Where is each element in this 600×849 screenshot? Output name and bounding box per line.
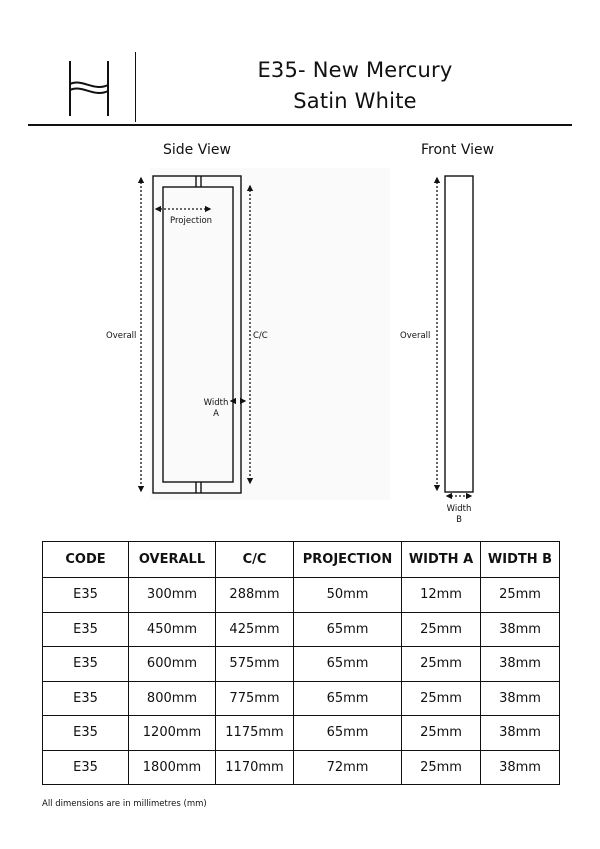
cell-width-a: 12mm bbox=[402, 578, 481, 613]
front-view-outline bbox=[445, 176, 473, 492]
cell-overall: 1200mm bbox=[129, 716, 216, 751]
header-projection: PROJECTION bbox=[294, 542, 402, 578]
cell-width-b: 38mm bbox=[481, 681, 560, 716]
cell-overall: 600mm bbox=[129, 647, 216, 682]
specification-table bbox=[42, 541, 560, 785]
header-width-b: WIDTH B bbox=[481, 542, 560, 578]
header-code: CODE bbox=[43, 542, 129, 578]
table-row bbox=[43, 750, 560, 785]
width-a-label-line2: A bbox=[213, 409, 219, 419]
cc-label: C/C bbox=[253, 331, 268, 341]
width-b-label-line2: B bbox=[456, 515, 462, 525]
front-overall-label: Overall bbox=[400, 331, 431, 341]
width-b-label-line1: Width bbox=[446, 504, 472, 514]
cell-width-b: 38mm bbox=[481, 716, 560, 751]
overall-label: Overall bbox=[106, 331, 137, 341]
cell-width-b: 38mm bbox=[481, 647, 560, 682]
cell-cc: 425mm bbox=[216, 612, 294, 647]
cell-cc: 1170mm bbox=[216, 750, 294, 785]
table-header-row bbox=[43, 542, 560, 578]
cell-cc: 575mm bbox=[216, 647, 294, 682]
table-row bbox=[43, 681, 560, 716]
cell-projection: 72mm bbox=[294, 750, 402, 785]
cell-width-b: 25mm bbox=[481, 578, 560, 613]
cell-code: E35 bbox=[43, 612, 129, 647]
cell-code: E35 bbox=[43, 750, 129, 785]
width-a-label-line1: Width bbox=[203, 398, 229, 408]
cell-width-a: 25mm bbox=[402, 612, 481, 647]
cell-cc: 1175mm bbox=[216, 716, 294, 751]
cell-width-b: 38mm bbox=[481, 750, 560, 785]
cell-overall: 450mm bbox=[129, 612, 216, 647]
cell-projection: 65mm bbox=[294, 681, 402, 716]
cell-overall: 300mm bbox=[129, 578, 216, 613]
cell-code: E35 bbox=[43, 681, 129, 716]
cell-overall: 800mm bbox=[129, 681, 216, 716]
table-row bbox=[43, 716, 560, 751]
cell-width-a: 25mm bbox=[402, 681, 481, 716]
cell-code: E35 bbox=[43, 578, 129, 613]
cell-code: E35 bbox=[43, 716, 129, 751]
cell-code: E35 bbox=[43, 647, 129, 682]
header-overall: OVERALL bbox=[129, 542, 216, 578]
cell-width-a: 25mm bbox=[402, 716, 481, 751]
cell-projection: 65mm bbox=[294, 612, 402, 647]
header-width-a: WIDTH A bbox=[402, 542, 481, 578]
cell-projection: 50mm bbox=[294, 578, 402, 613]
product-finish: Satin White bbox=[293, 89, 417, 113]
cell-overall: 1800mm bbox=[129, 750, 216, 785]
cell-width-a: 25mm bbox=[402, 750, 481, 785]
units-note: All dimensions are in millimetres (mm) bbox=[42, 799, 207, 809]
front-view-label: Front View bbox=[421, 142, 495, 158]
cell-cc: 775mm bbox=[216, 681, 294, 716]
cell-width-a: 25mm bbox=[402, 647, 481, 682]
header-cc: C/C bbox=[216, 542, 294, 578]
table-row bbox=[43, 578, 560, 613]
cell-projection: 65mm bbox=[294, 716, 402, 751]
cell-cc: 288mm bbox=[216, 578, 294, 613]
product-title: E35- New Mercury bbox=[257, 58, 453, 82]
projection-label: Projection bbox=[170, 216, 213, 226]
cell-projection: 65mm bbox=[294, 647, 402, 682]
table-row bbox=[43, 647, 560, 682]
cell-width-b: 38mm bbox=[481, 612, 560, 647]
table-row bbox=[43, 612, 560, 647]
side-view-label: Side View bbox=[163, 142, 231, 158]
